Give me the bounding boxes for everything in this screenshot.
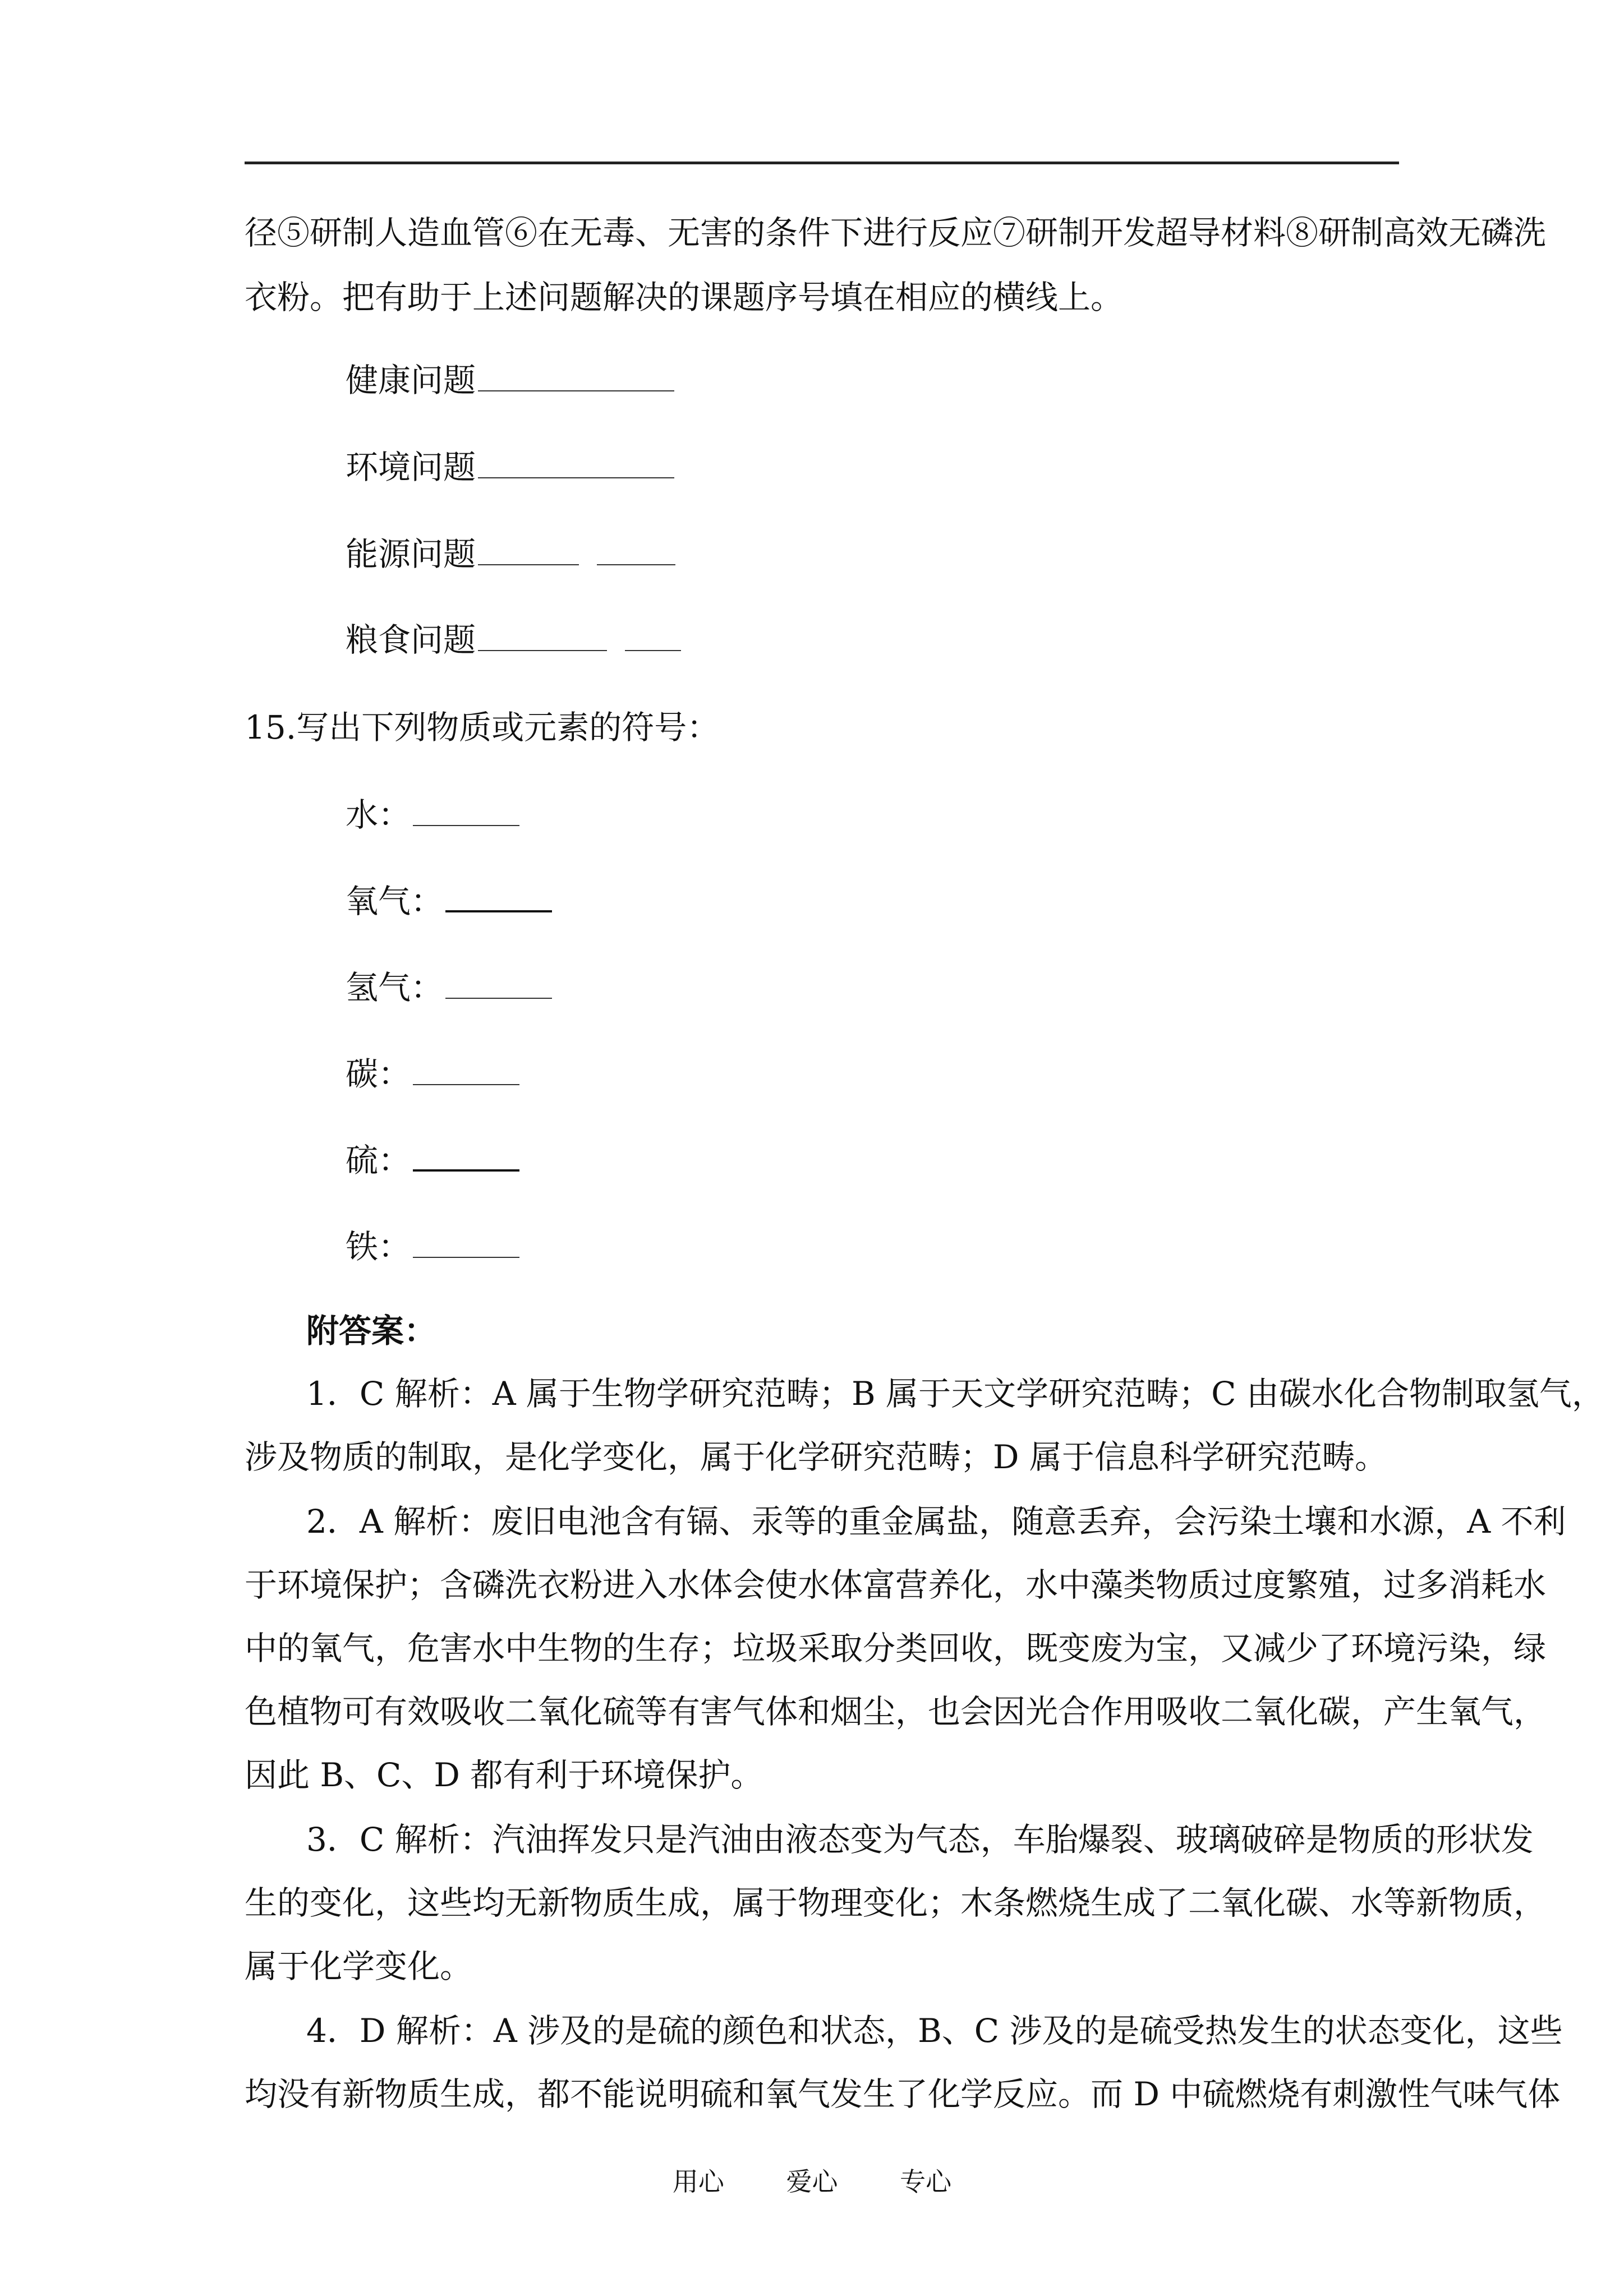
field-food-label: 粮食问题 bbox=[346, 621, 476, 659]
footer-item: 专心 bbox=[900, 2166, 952, 2197]
intro-line-1: 径⑤研制人造血管⑥在无毒、无害的条件下进行反应⑦研制开发超导材料⑧研制高效无磷洗 bbox=[245, 214, 1547, 252]
q15-item-oxygen-blank[interactable] bbox=[445, 910, 552, 912]
q15-item-iron bbox=[346, 1227, 519, 1266]
answers-heading: 附答案： bbox=[306, 1312, 437, 1350]
answer-line: 均没有新物质生成，都不能说明硫和氧气发生了化学反应。而 D 中硫燃烧有刺激性气味气体 bbox=[245, 2075, 1561, 2113]
field-food-blank-1[interactable] bbox=[478, 649, 607, 651]
q15-item-carbon bbox=[346, 1054, 519, 1094]
field-energy-blank-1[interactable] bbox=[478, 564, 579, 565]
footer-item: 用心 bbox=[672, 2166, 724, 2197]
q15-item-sulfur-label: 硫： bbox=[346, 1141, 411, 1179]
field-health-label: 健康问题 bbox=[346, 361, 476, 399]
field-food-blank-2[interactable] bbox=[625, 649, 681, 651]
answer-line: 于环境保护；含磷洗衣粉进入水体会使水体富营养化，水中藻类物质过度繁殖，过多消耗水 bbox=[245, 1566, 1547, 1604]
answer-line: 因此 B、C、D 都有利于环境保护。 bbox=[245, 1756, 763, 1794]
field-food bbox=[346, 620, 681, 660]
q15-item-iron-label: 铁： bbox=[346, 1228, 411, 1266]
field-energy bbox=[346, 534, 675, 574]
answer-line: 3．C 解析：汽油挥发只是汽油由液态变为气态，车胎爆裂、玻璃破碎是物质的形状发 bbox=[306, 1820, 1534, 1859]
q15-heading: 15.写出下列物质或元素的符号： bbox=[245, 708, 720, 746]
intro-line-2: 衣粉。把有助于上述问题解决的课题序号填在相应的横线上。 bbox=[245, 278, 1124, 316]
q15-item-water-label: 水： bbox=[346, 796, 411, 834]
q15-item-hydrogen-label: 氢气： bbox=[346, 969, 444, 1007]
answer-line: 2．A 解析：废旧电池含有镉、汞等的重金属盐，随意丢弃，会污染土壤和水源，A 不利 bbox=[306, 1502, 1566, 1541]
q15-item-carbon-blank[interactable] bbox=[413, 1084, 519, 1085]
answer-line: 生的变化，这些均无新物质生成，属于物理变化；木条燃烧生成了二氧化碳、水等新物质， bbox=[245, 1884, 1547, 1922]
answer-line: 中的氧气，危害水中生物的生存；垃圾采取分类回收，既变废为宝，又减少了环境污染，绿 bbox=[245, 1629, 1547, 1667]
q15-item-sulfur-blank[interactable] bbox=[413, 1169, 519, 1172]
answer-line: 属于化学变化。 bbox=[245, 1947, 473, 1985]
q15-item-iron-blank[interactable] bbox=[413, 1256, 519, 1258]
q15-item-hydrogen-blank[interactable] bbox=[445, 997, 552, 999]
field-health-blank[interactable] bbox=[478, 390, 674, 391]
q15-item-oxygen-label: 氧气： bbox=[346, 882, 444, 920]
answer-line: 4．D 解析：A 涉及的是硫的颜色和状态，B、C 涉及的是硫受热发生的状态变化，这些 bbox=[306, 2012, 1563, 2050]
field-energy-blank-2[interactable] bbox=[597, 564, 675, 565]
header-rule bbox=[245, 162, 1399, 164]
field-environment bbox=[346, 448, 674, 487]
q15-item-carbon-label: 碳： bbox=[346, 1055, 411, 1093]
field-environment-blank[interactable] bbox=[478, 477, 674, 478]
footer-item: 爱心 bbox=[786, 2166, 838, 2197]
q15-item-water-blank[interactable] bbox=[413, 824, 519, 826]
answer-line: 色植物可有效吸收二氧化硫等有害气体和烟尘，也会因光合作用吸收二氧化碳，产生氧气， bbox=[245, 1693, 1547, 1731]
q15-item-water bbox=[346, 795, 519, 835]
field-health bbox=[346, 361, 674, 400]
q15-item-hydrogen bbox=[346, 968, 552, 1007]
field-energy-label: 能源问题 bbox=[346, 535, 476, 573]
field-environment-label: 环境问题 bbox=[346, 448, 476, 486]
page-footer bbox=[0, 2166, 1624, 2197]
q15-item-sulfur bbox=[346, 1141, 519, 1180]
q15-item-oxygen bbox=[346, 882, 552, 921]
answer-line: 1．C 解析：A 属于生物学研究范畴；B 属于天文学研究范畴；C 由碳水化合物制取氢气， bbox=[306, 1375, 1604, 1413]
answer-line: 涉及物质的制取，是化学变化，属于化学研究范畴；D 属于信息科学研究范畴。 bbox=[245, 1438, 1387, 1476]
